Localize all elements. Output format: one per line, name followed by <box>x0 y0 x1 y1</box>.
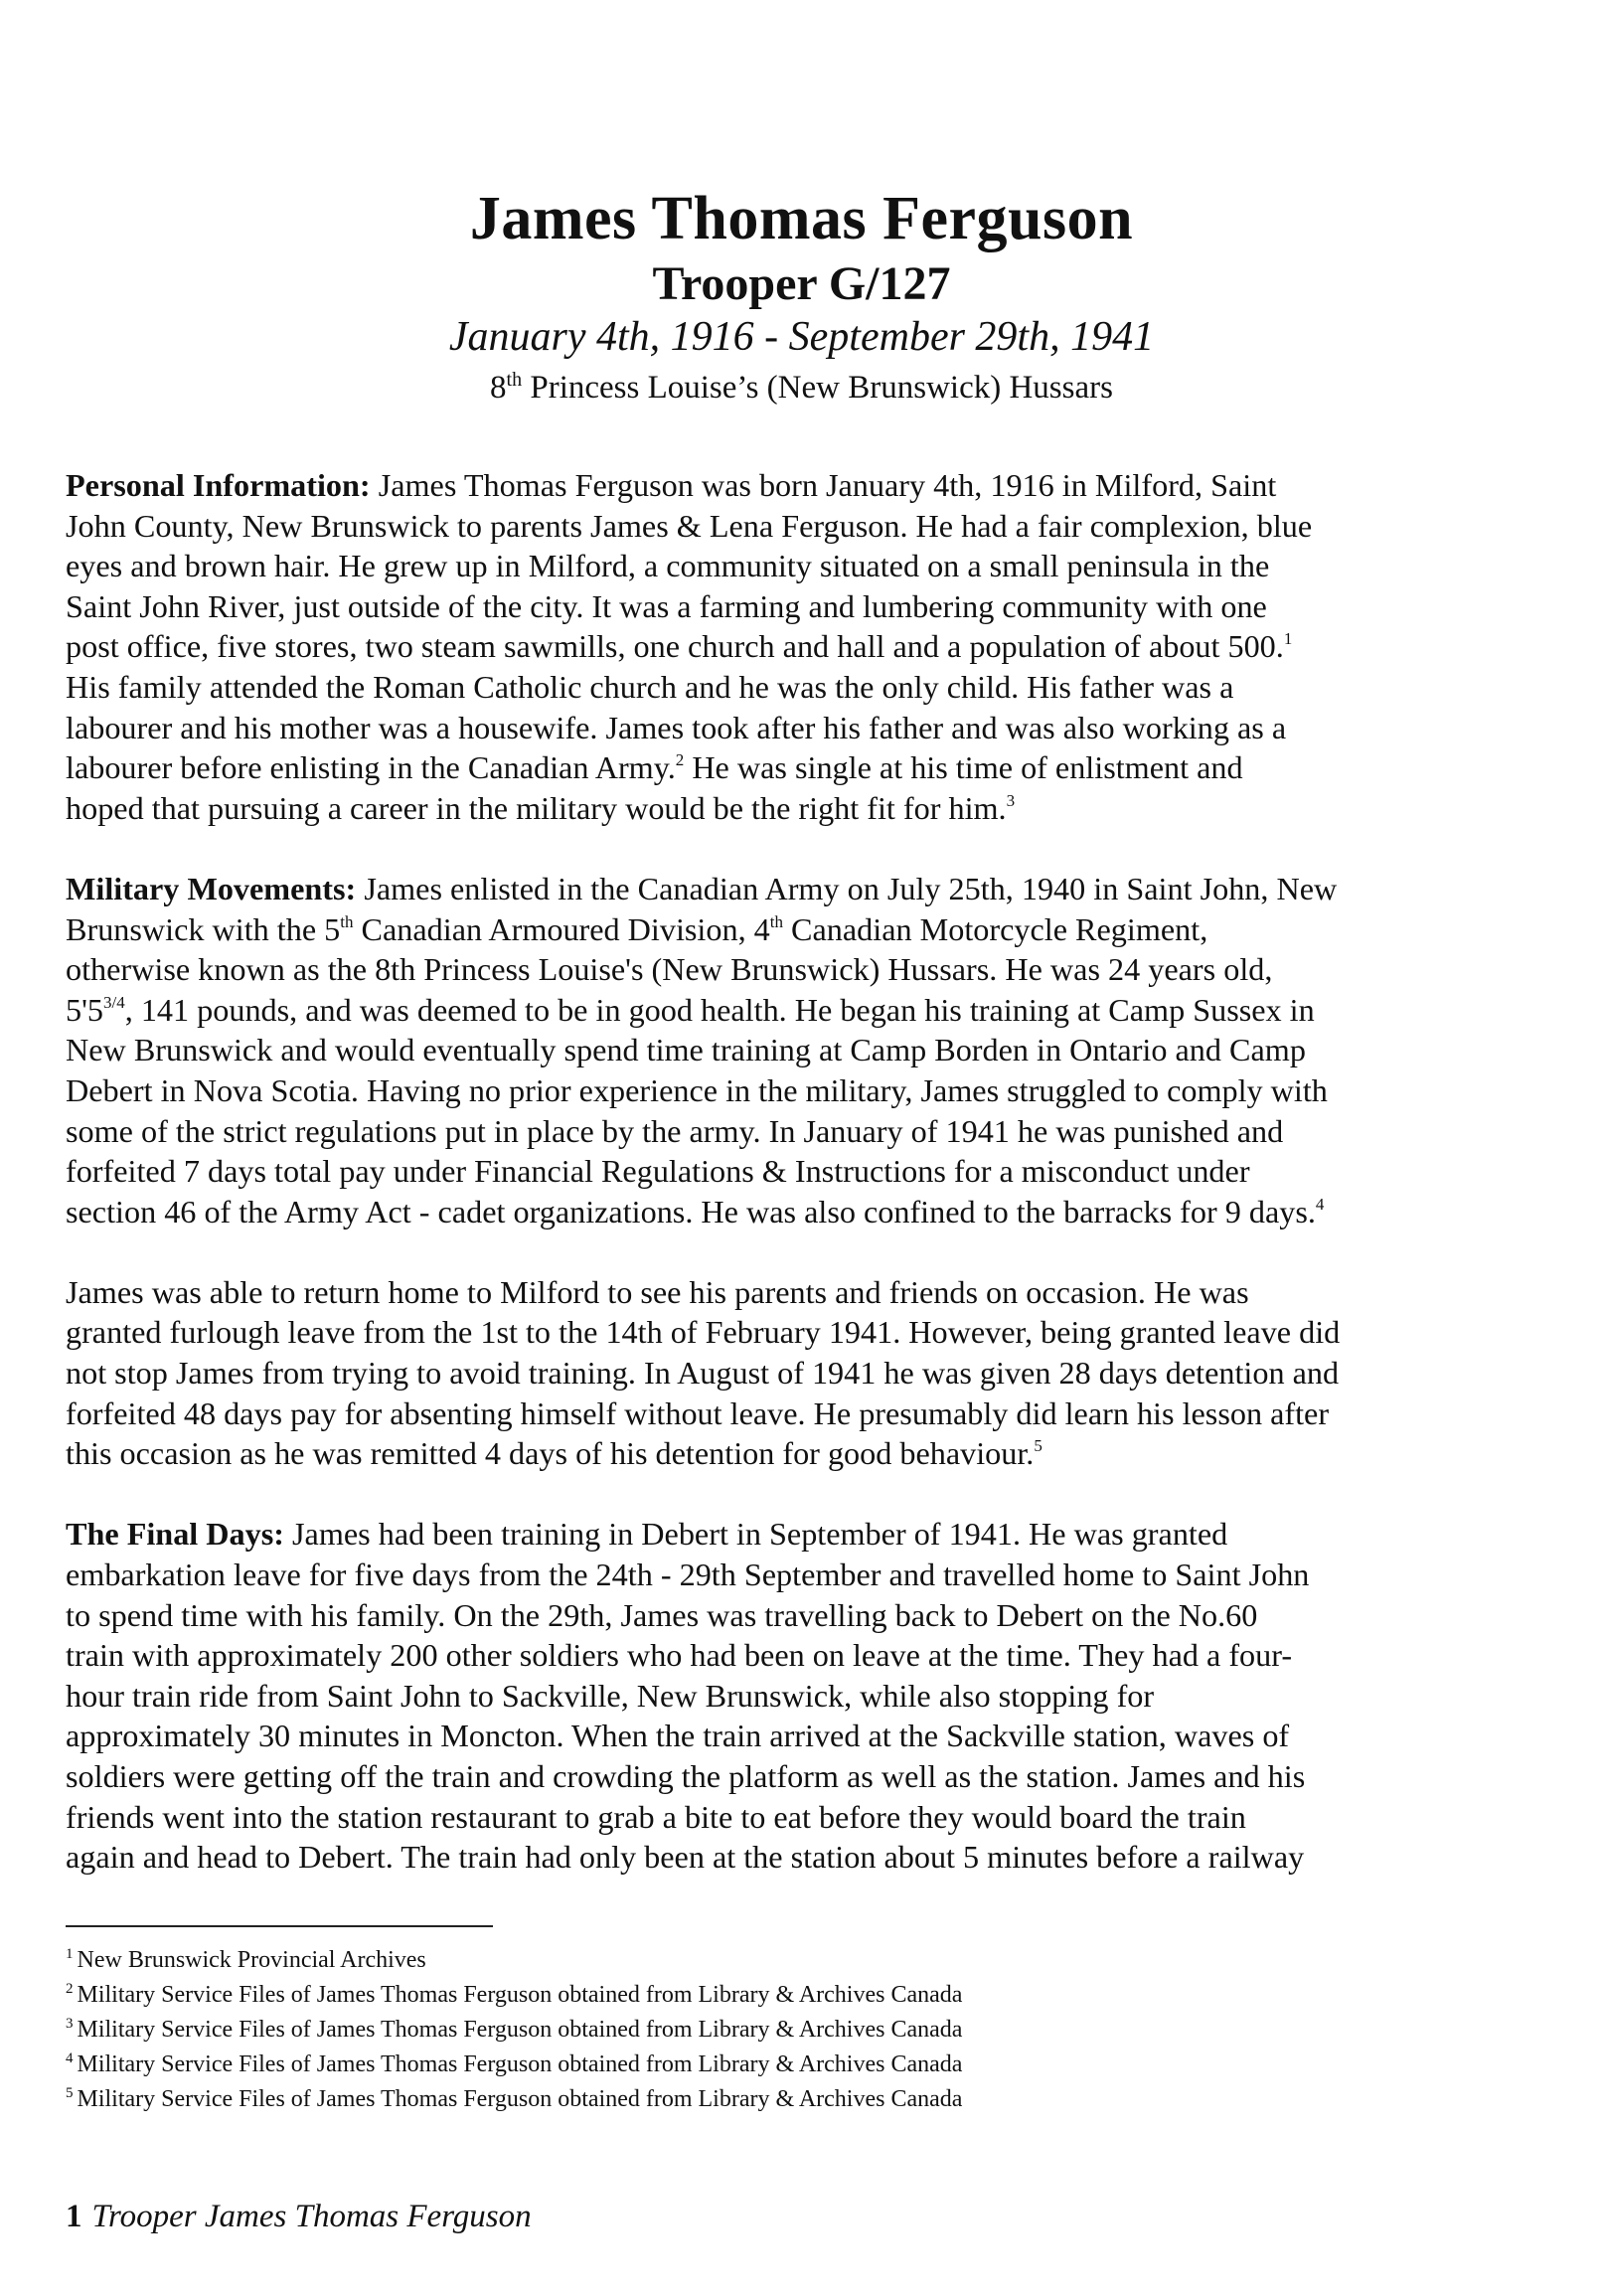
text-line: New Brunswick and would eventually spend time training at Camp Borden in Ontario and Camp <box>66 1032 1306 1068</box>
text-line: train with approximately 200 other soldiers who had been on leave at the time. They had a four- <box>66 1637 1293 1674</box>
text-line: $5'5^{3/4}$, 141 pounds, and was deemed to be in good health. He began his training at Camp Sussex in <box>66 991 1315 1028</box>
text-line: friends went into the station restaurant to grab a bite to eat before they would board the train <box>66 1798 1246 1835</box>
text-line: some of the strict regulations put in place by the army. In January of 1941 he was punished and <box>66 1112 1284 1149</box>
document-body <box>66 465 1507 1917</box>
text-line: to spend time with his family. On the 29th, James was travelling back to Debert on the No.60 <box>66 1596 1258 1633</box>
text-line: approximately 30 minutes in Moncton. When the train arrived at the Sackville station, waves of <box>66 1718 1290 1754</box>
text-line: hoped that pursuing a career in the military would be the right fit for him.$^3$ <box>66 789 1016 826</box>
page-number: 1 <box>66 2199 82 2234</box>
final-days-paragraph <box>66 1514 1507 1877</box>
section-heading-personal: Personal Information: <box>66 467 371 503</box>
text-line: Saint John River, just outside of the city. It was a farming and lumbering community with one <box>66 587 1267 624</box>
page-footer <box>66 2199 532 2235</box>
footnotes <box>66 1943 1457 2117</box>
footnote-item: $^2$ Military Service Files of James Thomas Ferguson obtained from Library & Archives Canada <box>66 1981 963 2008</box>
footnote-divider <box>66 1925 493 1927</box>
footnote-ref-4[interactable]: 4 <box>1315 1194 1325 1214</box>
text-line: granted furlough leave from the 1st to the 14th of February 1941. However, being granted leave did <box>66 1314 1341 1351</box>
footnote-item: $^1$ New Brunswick Provincial Archives <box>66 1946 426 1973</box>
footnote-ref-2[interactable]: 2 <box>675 750 685 770</box>
section-heading-final: The Final Days: <box>66 1516 284 1553</box>
text-line: forfeited 7 days total pay under Financial Regulations & Instructions for a misconduct under <box>66 1153 1250 1190</box>
text-line: John County, New Brunswick to parents James & Lena Ferguson. He had a fair complexion, blue <box>66 507 1313 544</box>
text-line: James was able to return home to Milford to see his parents and friends on occasion. He was <box>66 1273 1249 1310</box>
footnote-ref-3[interactable]: 3 <box>1006 790 1016 810</box>
text-line: this occasion as he was remitted 4 days of his detention for good behaviour.$^5$ <box>66 1435 1042 1472</box>
text-line: The Final Days: James had been training in Debert in September of 1941. He was granted <box>66 1516 1228 1553</box>
text-line: eyes and brown hair. He grew up in Milford, a community situated on a small peninsula in the <box>66 548 1270 584</box>
footer-title: Trooper James Thomas Ferguson <box>91 2199 532 2234</box>
unit-name <box>0 370 1603 407</box>
section-heading-military: Military Movements: <box>66 870 357 906</box>
text-line: post office, five stores, two steam sawmills, one church and hall and a population of about 500.$^1$ <box>66 628 1293 665</box>
rank-subtitle: Trooper G/127 <box>652 257 951 310</box>
text-line: His family attended the Roman Catholic church and he was the only child. His father was a <box>66 668 1234 705</box>
text-line: Brunswick with the 5th Canadian Armoured Division, 4th Canadian Motorcycle Regiment, <box>66 910 1208 947</box>
military-movements-paragraph <box>66 869 1507 1231</box>
footnote-item: $^4$ Military Service Files of James Thomas Ferguson obtained from Library & Archives Canada <box>66 2050 963 2077</box>
leave-paragraph <box>66 1272 1507 1474</box>
life-dates: January 4th, 1916 - September 29th, 1941 <box>448 314 1155 360</box>
text-line: Military Movements: James enlisted in the Canadian Army on July 25th, 1940 in Saint John, New <box>66 870 1338 906</box>
unit-rest: Princess Louise’s (New Brunswick) Hussars <box>522 370 1113 406</box>
text-line: soldiers were getting off the train and crowding the platform as well as the station. James and his <box>66 1758 1306 1794</box>
personal-information-paragraph <box>66 465 1507 828</box>
text-line: not stop James from trying to avoid training. In August of 1941 he was given 28 days detention and <box>66 1355 1340 1392</box>
footnote-ref-1[interactable]: 1 <box>1283 629 1293 649</box>
footnote-ref-5[interactable]: 5 <box>1034 1436 1042 1456</box>
footnote-item: $^5$ Military Service Files of James Thomas Ferguson obtained from Library & Archives Canada <box>66 2085 963 2112</box>
text-line: labourer and his mother was a housewife. James took after his father and was also working as a <box>66 709 1287 745</box>
text-line: Debert in Nova Scotia. Having no prior experience in the military, James struggled to comply with <box>66 1071 1328 1108</box>
text-line: embarkation leave for five days from the 24th - 29th September and travelled home to Saint John <box>66 1557 1310 1593</box>
page-title: James Thomas Ferguson <box>469 185 1134 252</box>
text-line: hour train ride from Saint John to Sackville, New Brunswick, while also stopping for <box>66 1677 1155 1714</box>
text-line: Personal Information: James Thomas Ferguson was born January 4th, 1916 in Milford, Saint <box>66 467 1277 503</box>
footnote-item: $^3$ Military Service Files of James Thomas Ferguson obtained from Library & Archives Canada <box>66 2016 963 2043</box>
text-line: forfeited 48 days pay for absenting himself without leave. He presumably did learn his lesson after <box>66 1394 1330 1431</box>
text-line: section 46 of the Army Act - cadet organizations. He was also confined to the barracks for 9 days.$^4$ <box>66 1193 1325 1230</box>
text-line: otherwise known as the 8th Princess Louise's (New Brunswick) Hussars. He was 24 years old, <box>66 951 1273 988</box>
unit-ordinal: 8 <box>490 370 507 406</box>
unit-ordinal-suffix: th <box>506 369 523 391</box>
text-line: again and head to Debert. The train had only been at the station about 5 minutes before a railway <box>66 1839 1305 1876</box>
text-line: labourer before enlisting in the Canadian Army.$^2$ He was single at his time of enlistment and <box>66 749 1243 786</box>
